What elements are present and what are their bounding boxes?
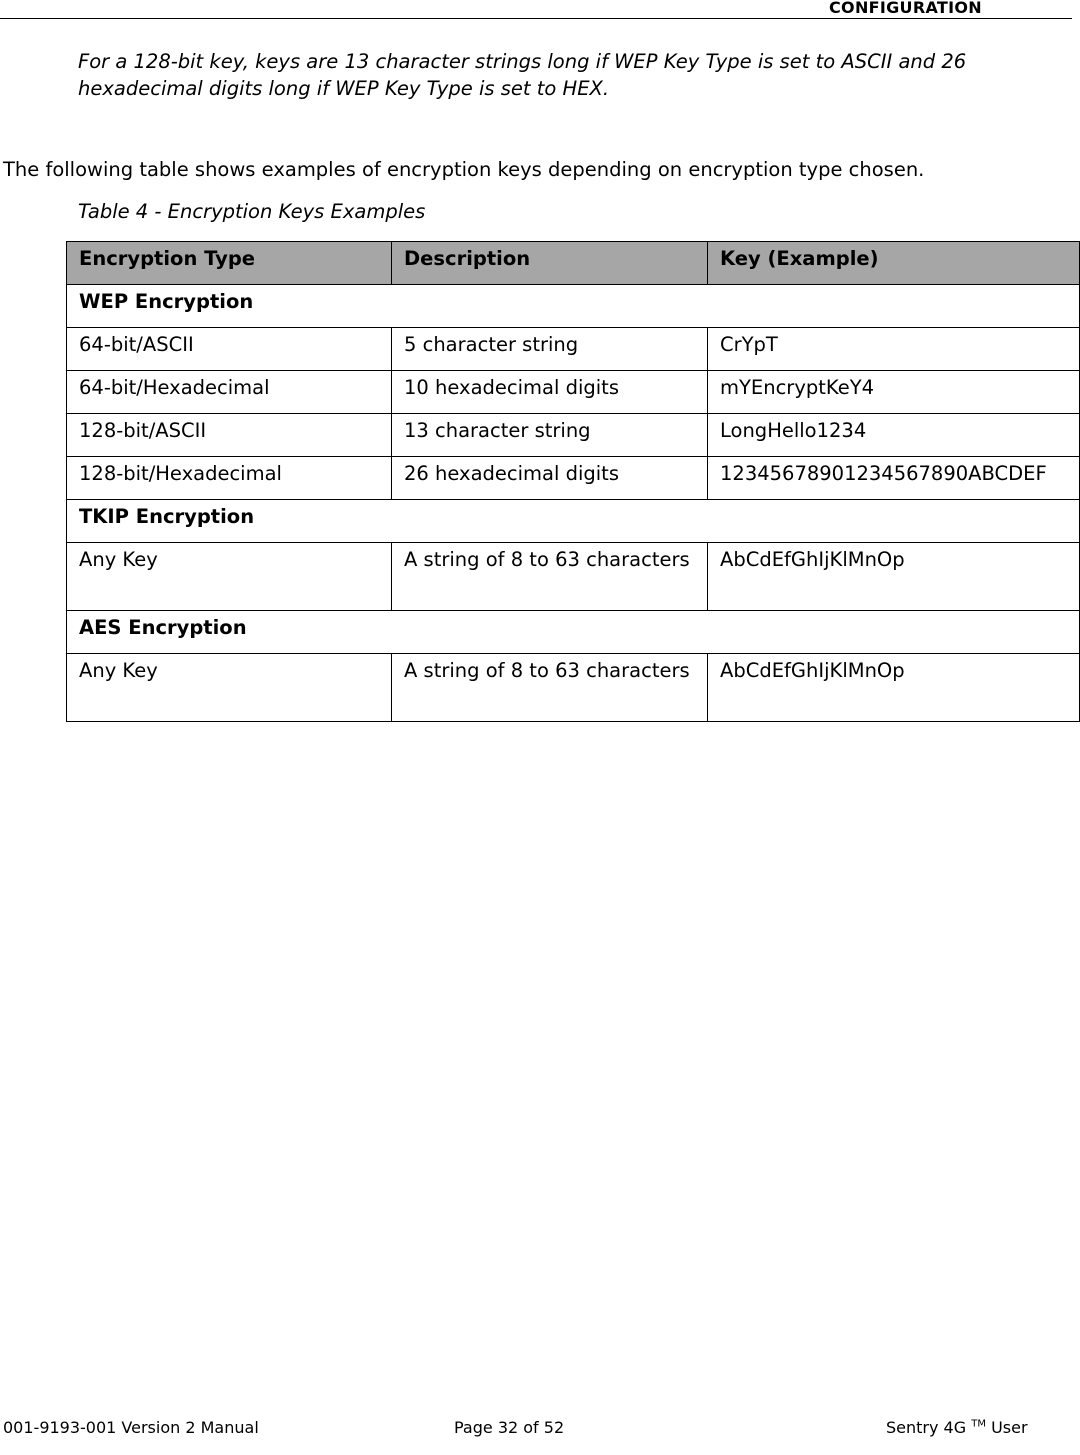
product-title: Sentry 4G	[886, 1418, 967, 1437]
table-row	[67, 414, 1080, 457]
table-caption: Table 4 - Encryption Keys Examples	[78, 200, 426, 223]
table-row	[67, 328, 1080, 371]
table-row	[67, 457, 1080, 500]
cell-key-example: CrYpT	[708, 328, 1080, 371]
cell-key-example: mYEncryptKeY4	[708, 371, 1080, 414]
column-header-key-example: Key (Example)	[708, 242, 1080, 285]
product-name	[886, 1418, 1028, 1438]
cell-key-example: AbCdEfGhIjKlMnOp	[708, 543, 1080, 611]
group-label: TKIP Encryption	[67, 500, 1080, 543]
table-row	[67, 371, 1080, 414]
table-row	[67, 543, 1080, 611]
table-header-row	[67, 242, 1080, 285]
trademark-mark: TM	[971, 1418, 986, 1430]
column-header-encryption-type: Encryption Type	[67, 242, 392, 285]
cell-key-example: 12345678901234567890ABCDEF	[708, 457, 1080, 500]
header-divider	[0, 18, 1072, 19]
document-id: 001-9193-001 Version 2 Manual	[3, 1418, 259, 1437]
cell-encryption-type: 64-bit/Hexadecimal	[67, 371, 392, 414]
table-row	[67, 654, 1080, 722]
group-row-wep	[67, 285, 1080, 328]
cell-description: A string of 8 to 63 characters	[392, 654, 708, 722]
key-length-note: For a 128-bit key, keys are 13 character strings long if WEP Key Type is set to ASCII and 26 hexadecimal digits long if WEP Key Type is set to HEX.	[78, 50, 967, 100]
cell-encryption-type: Any Key	[67, 654, 392, 722]
cell-encryption-type: 64-bit/ASCII	[67, 328, 392, 371]
cell-description: 26 hexadecimal digits	[392, 457, 708, 500]
product-suffix: User	[991, 1418, 1028, 1437]
group-row-aes	[67, 611, 1080, 654]
cell-encryption-type: 128-bit/Hexadecimal	[67, 457, 392, 500]
cell-key-example: LongHello1234	[708, 414, 1080, 457]
cell-key-example: AbCdEfGhIjKlMnOp	[708, 654, 1080, 722]
cell-encryption-type: 128-bit/ASCII	[67, 414, 392, 457]
cell-encryption-type: Any Key	[67, 543, 392, 611]
cell-description: A string of 8 to 63 characters	[392, 543, 708, 611]
group-label: WEP Encryption	[67, 285, 1080, 328]
section-title: CONFIGURATION	[829, 0, 982, 17]
page-number: Page 32 of 52	[454, 1418, 565, 1437]
encryption-keys-table	[66, 241, 1080, 722]
group-label: AES Encryption	[67, 611, 1080, 654]
intro-paragraph: The following table shows examples of encryption keys depending on encryption type chosen.	[3, 158, 925, 181]
column-header-description: Description	[392, 242, 708, 285]
cell-description: 5 character string	[392, 328, 708, 371]
cell-description: 13 character string	[392, 414, 708, 457]
group-row-tkip	[67, 500, 1080, 543]
cell-description: 10 hexadecimal digits	[392, 371, 708, 414]
